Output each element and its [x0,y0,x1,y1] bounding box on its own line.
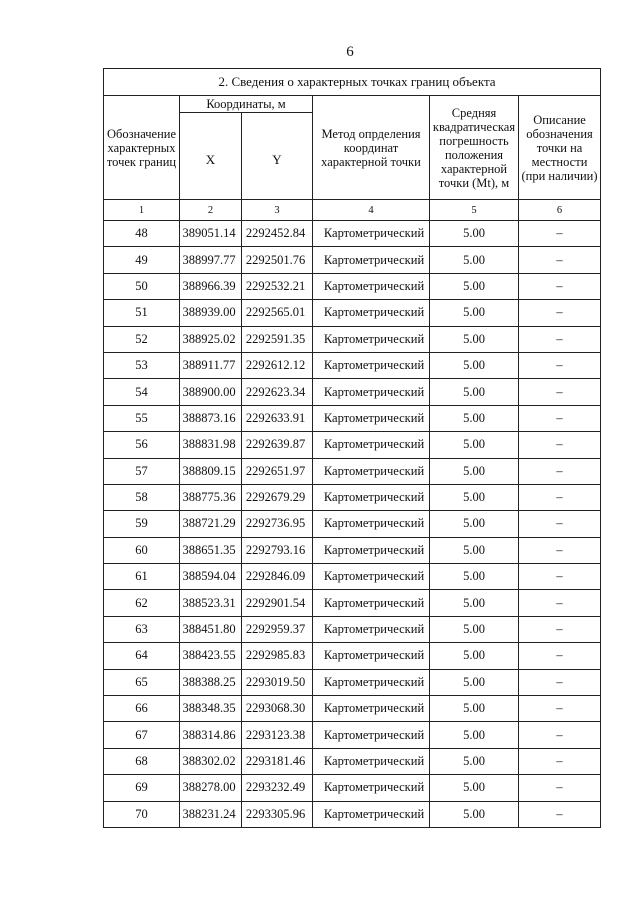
coord-x-cell: 388388.25 [180,669,242,695]
method-cell: Картометрический [313,801,430,827]
coord-x-cell: 388594.04 [180,564,242,590]
coord-y-cell: 2292985.83 [242,643,313,669]
coord-x-cell: 388925.02 [180,326,242,352]
coord-x-cell: 388900.00 [180,379,242,405]
coord-y-cell: 2292901.54 [242,590,313,616]
method-cell: Картометрический [313,722,430,748]
error-cell: 5.00 [430,669,519,695]
table-body [104,221,601,828]
table-row [104,722,601,748]
description-cell: – [519,300,601,326]
coord-x-cell: 388721.29 [180,511,242,537]
error-cell: 5.00 [430,643,519,669]
method-cell: Картометрический [313,748,430,774]
error-cell: 5.00 [430,722,519,748]
coord-x-cell: 388775.36 [180,484,242,510]
table-row [104,748,601,774]
method-cell: Картометрический [313,775,430,801]
description-cell: – [519,696,601,722]
coord-y-cell: 2293123.38 [242,722,313,748]
coord-y-cell: 2293068.30 [242,696,313,722]
column-number: 5 [430,200,519,221]
coord-y-cell: 2292959.37 [242,616,313,642]
error-cell: 5.00 [430,352,519,378]
header-error: Средняя квадратическая погрешность положения характерной точки (Mt), м [430,96,519,200]
column-number: 1 [104,200,180,221]
method-cell: Картометрический [313,247,430,273]
coord-y-cell: 2292591.35 [242,326,313,352]
table-row [104,273,601,299]
table-row [104,590,601,616]
error-cell: 5.00 [430,300,519,326]
error-cell: 5.00 [430,564,519,590]
method-cell: Картометрический [313,458,430,484]
coord-x-cell: 388314.86 [180,722,242,748]
method-cell: Картометрический [313,669,430,695]
coord-x-cell: 388302.02 [180,748,242,774]
point-id-cell: 48 [104,221,180,247]
description-cell: – [519,432,601,458]
description-cell: – [519,722,601,748]
coord-x-cell: 388966.39 [180,273,242,299]
coord-y-cell: 2292612.12 [242,352,313,378]
description-cell: – [519,221,601,247]
column-number: 2 [180,200,242,221]
table-row [104,484,601,510]
method-cell: Картометрический [313,326,430,352]
coord-x-cell: 388939.00 [180,300,242,326]
method-cell: Картометрический [313,590,430,616]
table-row [104,379,601,405]
description-cell: – [519,537,601,563]
error-cell: 5.00 [430,247,519,273]
coord-x-cell: 388278.00 [180,775,242,801]
table-row [104,247,601,273]
coord-y-cell: 2292633.91 [242,405,313,431]
table-row [104,537,601,563]
method-cell: Картометрический [313,300,430,326]
description-cell: – [519,590,601,616]
point-id-cell: 66 [104,696,180,722]
table-row [104,616,601,642]
point-id-cell: 51 [104,300,180,326]
error-cell: 5.00 [430,484,519,510]
point-id-cell: 54 [104,379,180,405]
description-cell: – [519,352,601,378]
coord-y-cell: 2293181.46 [242,748,313,774]
description-cell: – [519,643,601,669]
description-cell: – [519,484,601,510]
description-cell: – [519,511,601,537]
point-id-cell: 59 [104,511,180,537]
page-number: 6 [346,44,354,60]
coord-x-cell: 388911.77 [180,352,242,378]
table-row [104,775,601,801]
table-row [104,511,601,537]
method-cell: Картометрический [313,221,430,247]
table-row [104,696,601,722]
description-cell: – [519,247,601,273]
table-row [104,405,601,431]
description-cell: – [519,616,601,642]
coord-y-cell: 2292452.84 [242,221,313,247]
coord-x-cell: 388809.15 [180,458,242,484]
coord-y-cell: 2292736.95 [242,511,313,537]
coord-x-cell: 388231.24 [180,801,242,827]
error-cell: 5.00 [430,775,519,801]
header-y: Y [242,113,313,200]
method-cell: Картометрический [313,564,430,590]
point-id-cell: 58 [104,484,180,510]
point-id-cell: 49 [104,247,180,273]
table-row [104,352,601,378]
coord-y-cell: 2292623.34 [242,379,313,405]
point-id-cell: 55 [104,405,180,431]
point-id-cell: 60 [104,537,180,563]
error-cell: 5.00 [430,405,519,431]
description-cell: – [519,458,601,484]
method-cell: Картометрический [313,352,430,378]
error-cell: 5.00 [430,537,519,563]
table-row [104,643,601,669]
coord-x-cell: 388423.55 [180,643,242,669]
coord-x-cell: 388348.35 [180,696,242,722]
column-number: 3 [242,200,313,221]
point-id-cell: 53 [104,352,180,378]
description-cell: – [519,326,601,352]
description-cell: – [519,801,601,827]
error-cell: 5.00 [430,696,519,722]
coord-y-cell: 2293232.49 [242,775,313,801]
error-cell: 5.00 [430,221,519,247]
table-row [104,432,601,458]
method-cell: Картометрический [313,273,430,299]
coord-x-cell: 388651.35 [180,537,242,563]
header-row [104,96,601,113]
coord-y-cell: 2292532.21 [242,273,313,299]
coord-y-cell: 2292846.09 [242,564,313,590]
point-id-cell: 68 [104,748,180,774]
header-x: X [180,113,242,200]
column-number: 6 [519,200,601,221]
boundary-points-table [103,68,601,828]
error-cell: 5.00 [430,273,519,299]
coord-y-cell: 2293019.50 [242,669,313,695]
description-cell: – [519,405,601,431]
point-id-cell: 64 [104,643,180,669]
error-cell: 5.00 [430,590,519,616]
coord-y-cell: 2293305.96 [242,801,313,827]
error-cell: 5.00 [430,458,519,484]
coord-y-cell: 2292651.97 [242,458,313,484]
coord-x-cell: 388831.98 [180,432,242,458]
point-id-cell: 61 [104,564,180,590]
table-row [104,221,601,247]
coord-y-cell: 2292679.29 [242,484,313,510]
coord-x-cell: 388997.77 [180,247,242,273]
coord-x-cell: 388873.16 [180,405,242,431]
error-cell: 5.00 [430,748,519,774]
point-id-cell: 50 [104,273,180,299]
error-cell: 5.00 [430,616,519,642]
method-cell: Картометрический [313,537,430,563]
coord-y-cell: 2292501.76 [242,247,313,273]
point-id-cell: 57 [104,458,180,484]
coord-y-cell: 2292565.01 [242,300,313,326]
method-cell: Картометрический [313,405,430,431]
section-title: 2. Сведения о характерных точках границ объекта [104,69,601,96]
error-cell: 5.00 [430,379,519,405]
table-row [104,801,601,827]
section-title-row [104,69,601,96]
description-cell: – [519,564,601,590]
table-row [104,326,601,352]
table-row [104,669,601,695]
table-row [104,300,601,326]
header-designation: Обозначение характерных точек границ [104,96,180,200]
method-cell: Картометрический [313,643,430,669]
point-id-cell: 63 [104,616,180,642]
point-id-cell: 52 [104,326,180,352]
error-cell: 5.00 [430,326,519,352]
method-cell: Картометрический [313,432,430,458]
header-coordinates: Координаты, м [180,96,313,113]
header-method: Метод опрделения координат характерной точки [313,96,430,200]
description-cell: – [519,273,601,299]
point-id-cell: 69 [104,775,180,801]
point-id-cell: 56 [104,432,180,458]
method-cell: Картометрический [313,484,430,510]
point-id-cell: 62 [104,590,180,616]
table-row [104,564,601,590]
column-number: 4 [313,200,430,221]
error-cell: 5.00 [430,432,519,458]
description-cell: – [519,775,601,801]
coord-x-cell: 388523.31 [180,590,242,616]
method-cell: Картометрический [313,696,430,722]
error-cell: 5.00 [430,511,519,537]
coord-x-cell: 388451.80 [180,616,242,642]
description-cell: – [519,748,601,774]
point-id-cell: 65 [104,669,180,695]
coord-x-cell: 389051.14 [180,221,242,247]
point-id-cell: 70 [104,801,180,827]
coord-y-cell: 2292639.87 [242,432,313,458]
error-cell: 5.00 [430,801,519,827]
method-cell: Картометрический [313,379,430,405]
description-cell: – [519,669,601,695]
point-id-cell: 67 [104,722,180,748]
method-cell: Картометрический [313,616,430,642]
column-number-row [104,200,601,221]
method-cell: Картометрический [313,511,430,537]
coord-y-cell: 2292793.16 [242,537,313,563]
table-row [104,458,601,484]
description-cell: – [519,379,601,405]
header-description: Описание обозначения точки на местности (при наличии) [519,96,601,200]
